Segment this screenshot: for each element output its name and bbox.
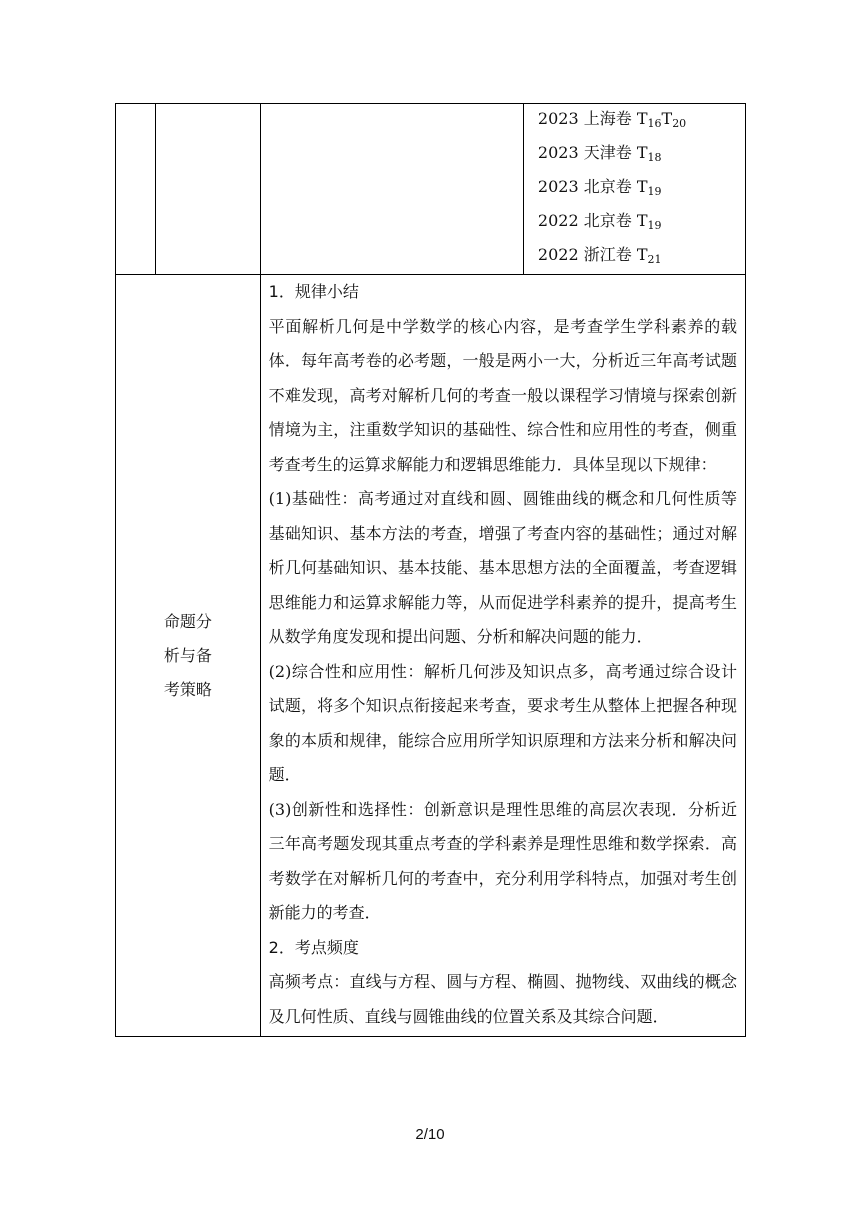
- strategy-row: [116, 275, 746, 1037]
- strategy-content-cell: [260, 275, 745, 1037]
- strategy-table: [115, 103, 746, 1037]
- exam-year: 2022: [537, 211, 579, 230]
- exam-item: 2023 天津卷 $T_{18}$: [537, 143, 662, 164]
- exam-list: [524, 104, 745, 274]
- intro-paragraph: 平面解析几何是中学数学的核心内容，是考查学生学科素养的载体．每年高考卷的必考题，一般是两小一大，分析近三年高考试题不难发现，高考对解析几何的考查一般以课程学习情境与探索创新情境为主，注重数学知识的基础性、综合性和应用性的考查，侧重考查考生的运算求解能力和逻辑思维能力．具体呈现以下规律：: [268, 316, 737, 474]
- exam-name: 天津卷: [583, 143, 632, 162]
- exam-item: 2022 浙江卷 $T_{21}$: [537, 245, 662, 266]
- point-paragraph: (1)基础性：高考通过对直线和圆、圆锥曲线的概念和几何性质等基础知识、基本方法的考查，增强了考查内容的基础性；通过对解析几何基础知识、基本技能、基本思想方法的全面覆盖，考查逻辑思维能力和运算求解能力等，从而促进学科素养的提升，提高考生从数学角度发现和提出问题、分析和解决问题的能力．: [268, 489, 737, 646]
- exam-item: 2023 上海卷 $T_{16}T_{20}$: [537, 109, 687, 130]
- page-number: 2/10: [415, 1126, 445, 1143]
- section-heading: 1．规律小结: [268, 282, 359, 301]
- row-label-line: 考策略: [163, 679, 212, 699]
- exam-year: 2022: [537, 245, 579, 264]
- question-number: 20: [672, 117, 687, 130]
- exam-year: 2023: [537, 109, 579, 128]
- row-label-cell: [116, 275, 261, 1037]
- question-number: 18: [647, 151, 662, 164]
- question-number: 19: [647, 219, 662, 232]
- empty-cell-2: [156, 104, 260, 275]
- exam-name: 浙江卷: [583, 245, 632, 264]
- exam-item: 2022 北京卷 $T_{19}$: [537, 211, 662, 232]
- exam-year: 2023: [537, 177, 579, 196]
- row-label-line: 命题分: [163, 611, 212, 631]
- exam-item: 2023 北京卷 $T_{19}$: [537, 177, 662, 198]
- strategy-content: [261, 275, 745, 1036]
- question-number: 16: [647, 117, 662, 130]
- empty-cell-3: [260, 104, 523, 275]
- point-paragraph: (3)创新性和选择性：创新意识是理性思维的高层次表现．分析近三年高考题发现其重点考查的学科素养是理性思维和数学探索．高考数学在对解析几何的考查中，充分利用学科特点，加强对考生创新能力的考查．: [268, 799, 737, 922]
- empty-cell-1: [116, 104, 156, 275]
- question-number: 19: [647, 185, 662, 198]
- exam-list-cell: [523, 104, 745, 275]
- exam-name: 上海卷: [583, 109, 632, 128]
- exam-name: 北京卷: [583, 211, 632, 230]
- exam-year: 2023: [537, 143, 579, 162]
- frequency-paragraph: 高频考点：直线与方程、圆与方程、椭圆、抛物线、双曲线的概念及几何性质、直线与圆锥曲线的位置关系及其综合问题．: [268, 972, 737, 1026]
- exam-name: 北京卷: [583, 177, 632, 196]
- point-paragraph: (2)综合性和应用性：解析几何涉及知识点多，高考通过综合设计试题，将多个知识点衔接起来考查，要求考生从整体上把握各种现象的本质和规律，能综合应用所学知识原理和方法来分析和解决问题．: [268, 661, 737, 784]
- question-number: 21: [647, 253, 662, 266]
- row-label-line: 析与备: [163, 645, 212, 665]
- exam-reference-row: [116, 104, 746, 275]
- section-heading: 2．考点频度: [268, 937, 359, 957]
